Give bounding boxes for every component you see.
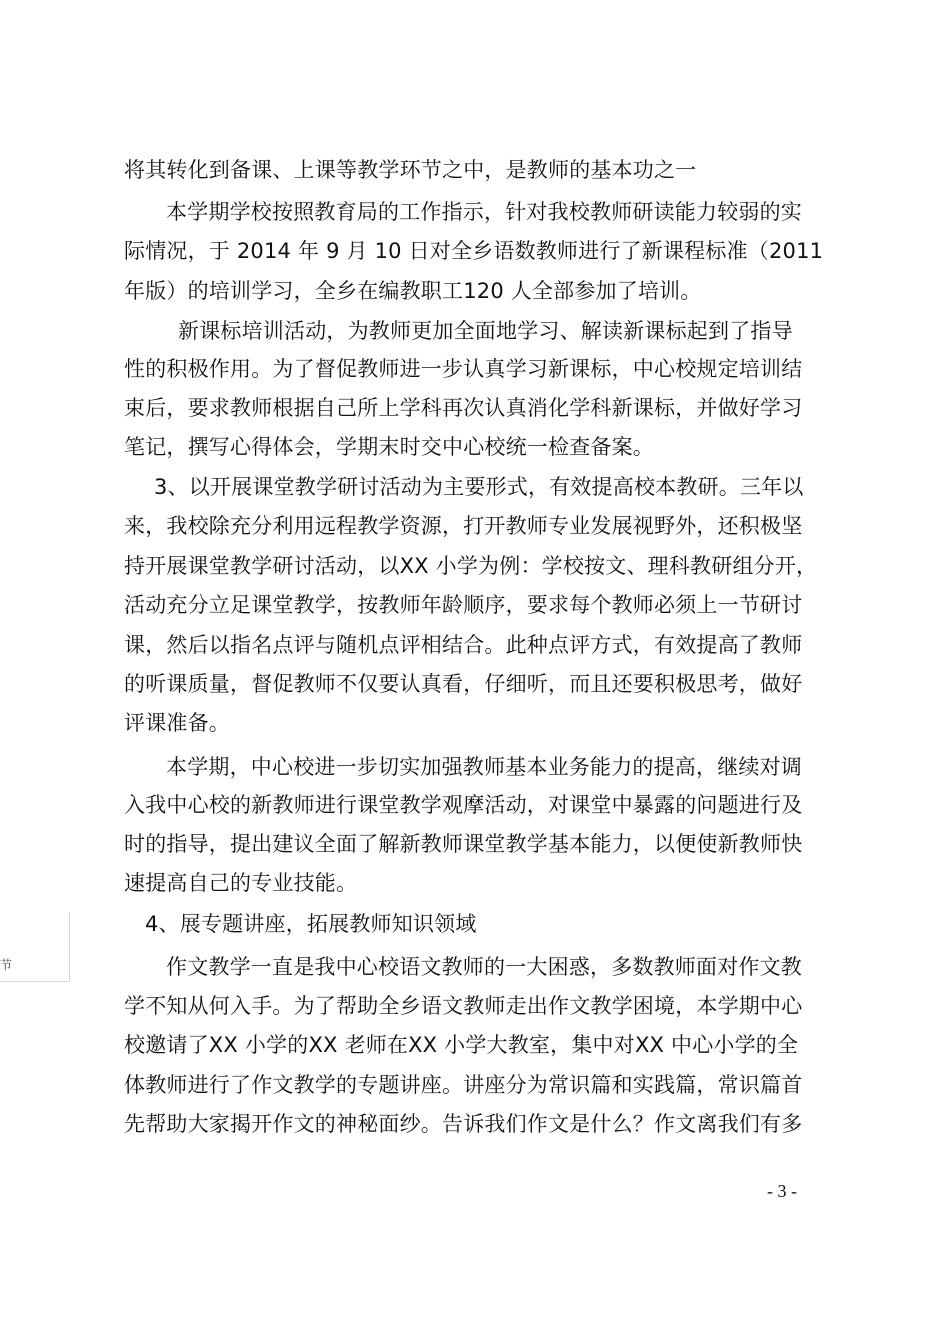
section-heading: 4、展专题讲座，拓展教师知识领域 (145, 912, 477, 936)
text-line: 入我中心校的新教师进行课堂教学观摩活动，对课堂中暴露的问题进行及 (124, 793, 803, 817)
text-line: 活动充分立足课堂教学，按教师年龄顺序，要求每个教师必须上一节研讨 (124, 593, 803, 617)
text-line: 先帮助大家揭开作文的神秘面纱。告诉我们作文是什么？作文离我们有多 (124, 1112, 803, 1136)
section-heading: 3、以开展课堂教学研讨活动为主要形式，有效提高校本教研。三年以 (154, 475, 804, 499)
text-line: 笔记，撰写心得体会，学期末时交中心校统一检查备案。 (124, 435, 654, 459)
text-line: 时的指导，提出建议全面了解新教师课堂教学基本能力，以便使新教师快 (124, 832, 803, 856)
text-line: 学不知从何入手。为了帮助全乡语文教师走出作文教学困境，本学期中心 (124, 994, 803, 1018)
text-line: 新课标培训活动，为教师更加全面地学习、解读新课标起到了指导 (178, 319, 793, 343)
text-line: 速提高自己的专业技能。 (124, 871, 358, 895)
text-line: 的听课质量，督促教师不仅要认真看，仔细听，而且还要积极思考，做好 (124, 672, 803, 696)
text-line: 课，然后以指名点评与随机点评相结合。此种点评方式，有效提高了教师 (124, 633, 803, 657)
margin-note-text: 节 (0, 958, 13, 972)
margin-note (0, 912, 70, 982)
text-line: 评课准备。 (124, 711, 230, 735)
page-number: - 3 - (767, 1181, 797, 1201)
text-line: 年版）的培训学习，全乡在编教职工120 人全部参加了培训。 (124, 279, 702, 303)
text-line: 体教师进行了作文教学的专题讲座。讲座分为常识篇和实践篇，常识篇首 (124, 1073, 803, 1097)
text-line: 持开展课堂教学研讨活动，以XX 小学为例：学校按文、理科教研组分开， (124, 554, 818, 578)
text-line: 作文教学一直是我中心校语文教师的一大困惑，多数教师面对作文教 (166, 955, 802, 979)
text-line: 际情况，于 2014 年 9 月 10 日对全乡语数教师进行了新课程标准（2011 (124, 239, 824, 263)
text-line: 本学期学校按照教育局的工作指示，针对我校教师研读能力较弱的实 (166, 200, 802, 224)
text-line: 来，我校除充分利用远程教学资源，打开教师专业发展视野外，还积极坚 (124, 514, 803, 538)
text-line: 校邀请了XX 小学的XX 老师在XX 小学大教室，集中对XX 中心小学的全 (124, 1033, 799, 1057)
text-line: 束后，要求教师根据自己所上学科再次认真消化学科新课标，并做好学习 (124, 396, 803, 420)
text-line: 本学期，中心校进一步切实加强教师基本业务能力的提高，继续对调 (166, 755, 802, 779)
text-line: 将其转化到备课、上课等教学环节之中，是教师的基本功之一 (124, 158, 697, 182)
text-line: 性的积极作用。为了督促教师进一步认真学习新课标，中心校规定培训结 (124, 357, 803, 381)
